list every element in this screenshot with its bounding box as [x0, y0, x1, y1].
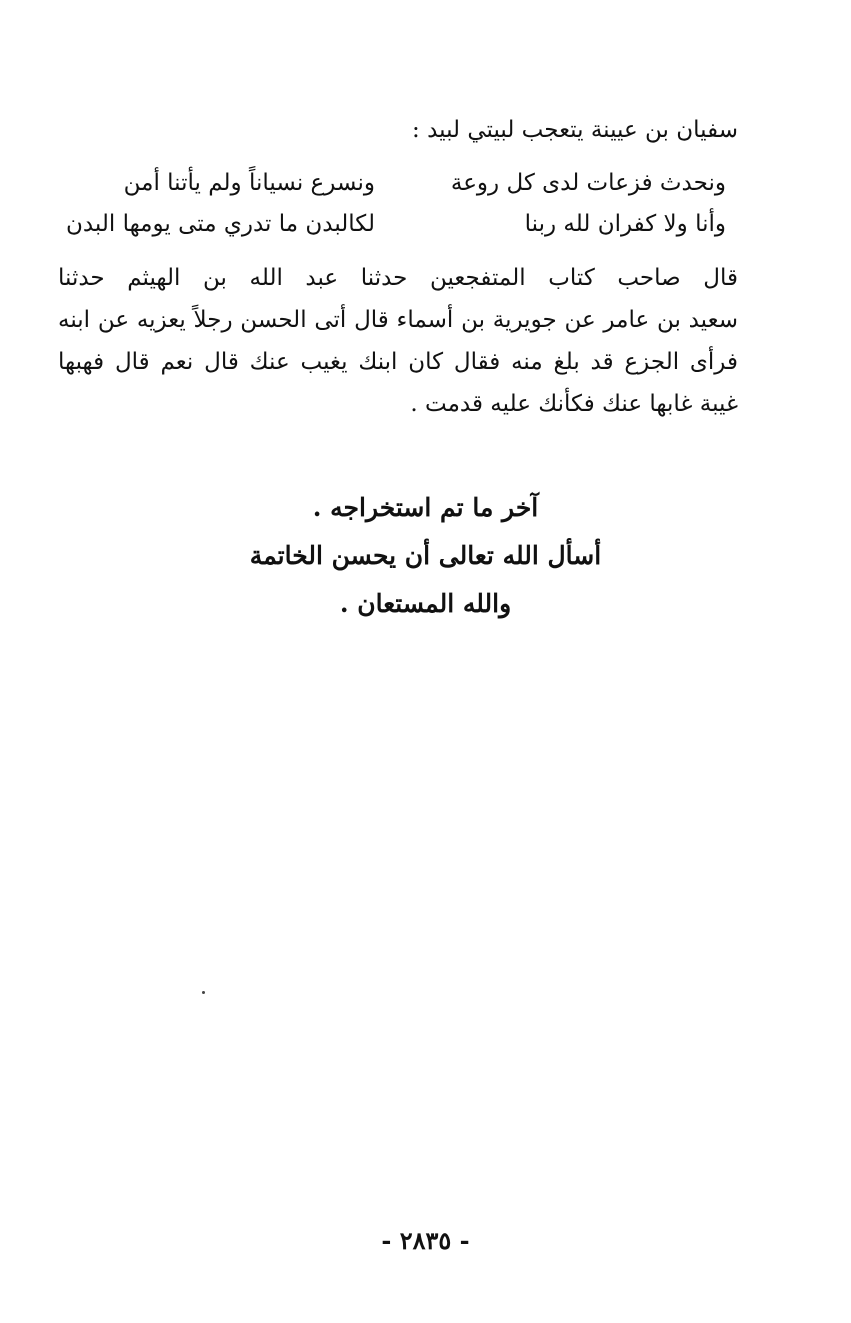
intro-line: سفيان بن عيينة يتعجب لبيتي لبيد :: [412, 117, 738, 143]
verse-1-left-hemistich: ونسرع نسياناً ولم يأتنا أمن: [123, 170, 375, 196]
closing-line: أسأل الله تعالى أن يحسن الخاتمة: [249, 541, 602, 570]
paragraph-line: غيبة غابها عنك فكأنك عليه قدمت .: [410, 391, 738, 417]
closing-line: آخر ما تم استخراجه .: [312, 493, 539, 522]
verse-2-right-hemistich: وأنا ولا كفران لله ربنا: [524, 211, 726, 237]
paragraph-line: فرأى الجزع قد بلغ منه فقال كان ابنك يغيب عنك قال نعم قال فهبها: [58, 349, 738, 375]
stray-mark: [202, 991, 205, 994]
closing-line: والله المستعان .: [339, 589, 512, 618]
paragraph-line: سعيد بن عامر عن جويرية بن أسماء قال أتى الحسن رجلاً يعزيه عن ابنه: [58, 307, 738, 333]
narration-paragraph: [58, 257, 738, 425]
verse-2-left-hemistich: لكالبدن ما تدري متى يومها البدن: [65, 211, 375, 237]
page-number: - ٢٨٣٥ -: [381, 1226, 470, 1255]
verse-1-right-hemistich: ونحدث فزعات لدى كل روعة: [450, 170, 726, 196]
paragraph-line: قال صاحب كتاب المتفجعين حدثنا عبد الله بن الهيثم حدثنا: [58, 265, 738, 291]
